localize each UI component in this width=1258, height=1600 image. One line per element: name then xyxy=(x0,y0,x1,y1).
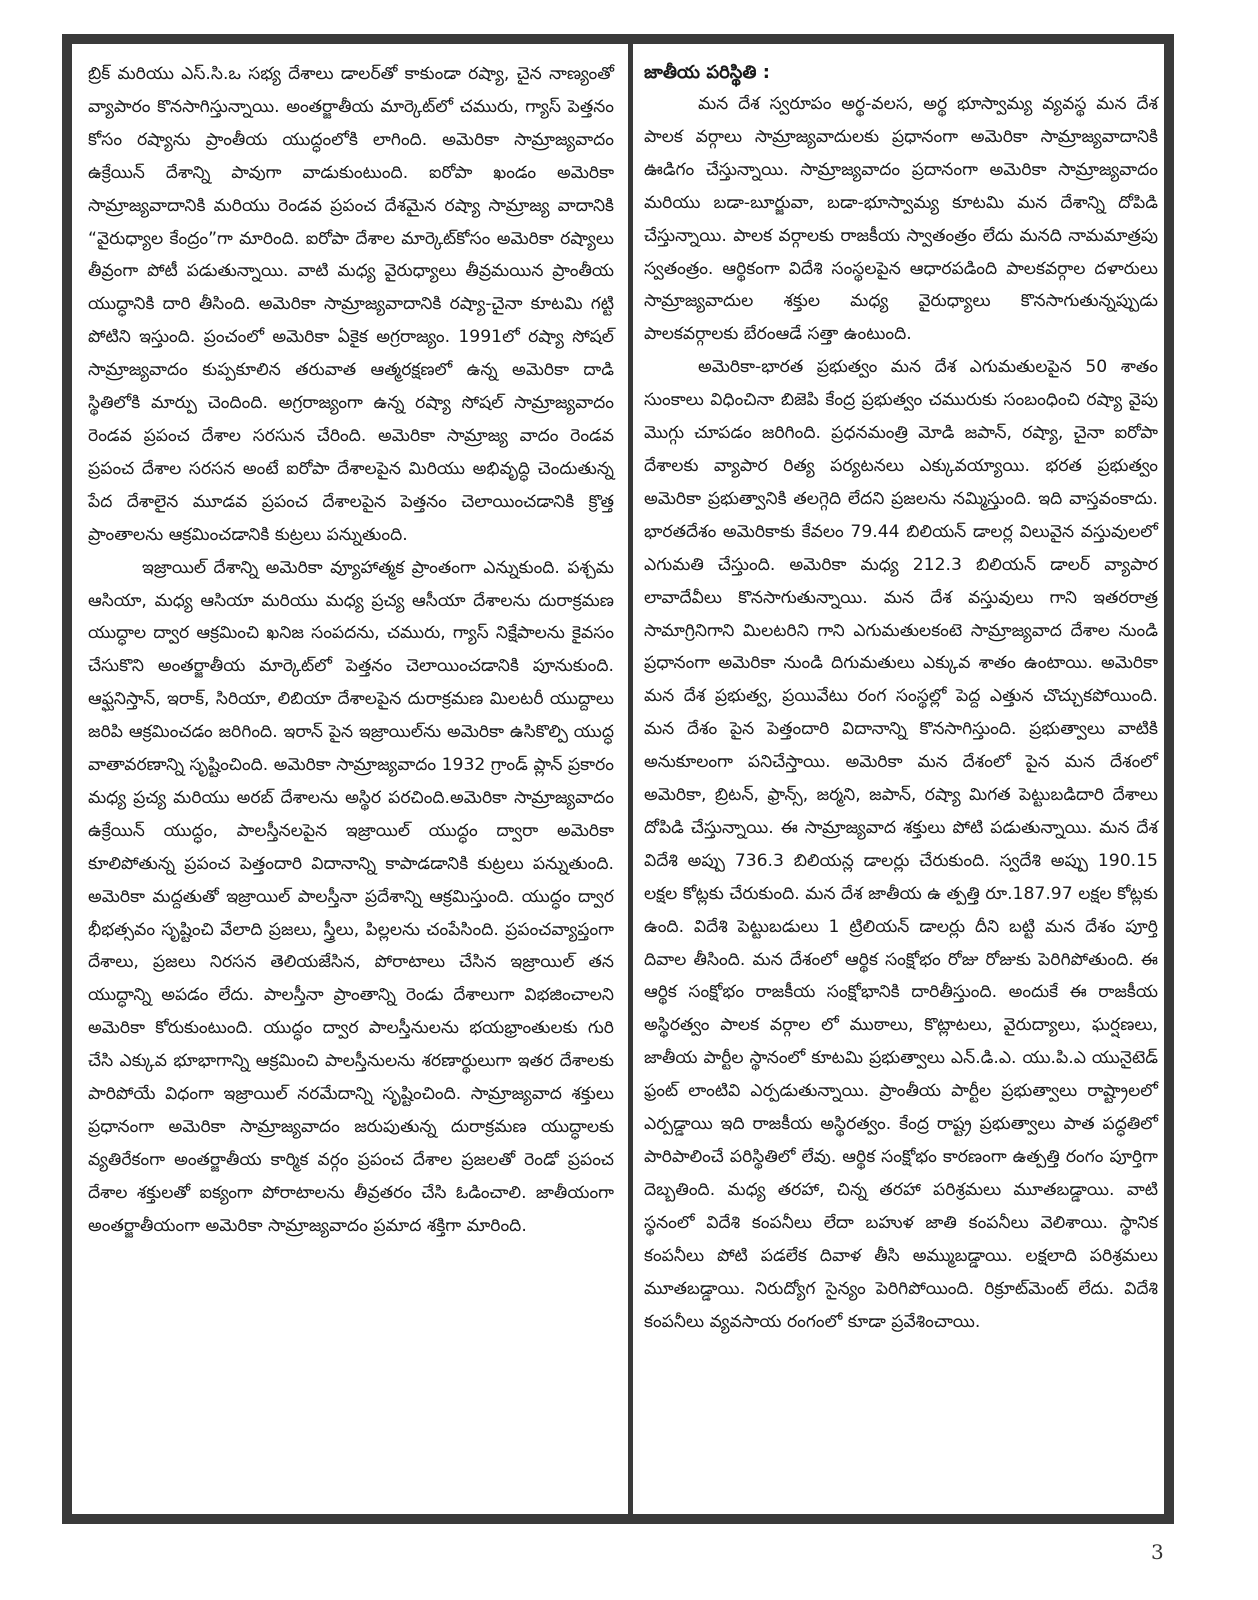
right-paragraph-1: మన దేశ స్వరూపం అర్థ-వలస, అర్థ భూస్వామ్య వ్యవస్థ మన దేశ పాలక వర్గాలు సామ్రాజ్యవాదులకు ప్రధానంగా అమెరికా సామ్రాజ్యవాదానికి ఊడిగం చేస్తున్నాయి. సామ్రాజ్యవాదం ప్రదానంగా అమెరికా సామ్రాజ్యవాదం మరియు బడా-బూర్జువా, బడా-భూస్వామ్య కూటమి మన దేశాన్ని దోపిడి చేస్తున్నాయి. పాలక వర్గాలకు రాజకీయ స్వాతంత్రం లేదు మనది నామమాత్రపు స్వతంత్రం. ఆర్థికంగా విదేశి సంస్థలపైన ఆధారపడింది పాలకవర్గాల దళారులు సామ్రాజ్యవాదుల శక్తుల మధ్య వైరుధ్యాలు కొనసాగుతున్నప్పుడు పాలకవర్గాలకు బేరంఆడే సత్తా ఉంటుంది. xyxy=(644,94,1158,345)
column-divider xyxy=(628,44,633,1514)
left-paragraph-1: బ్రిక్ మరియు ఎస్.సి.ఒ సభ్య దేశాలు డాలర్‌తో కాకుండా రష్యా, చైన నాణ్యంతో వ్యాపారం కొనసాగిస్తున్నాయి. అంతర్జాతీయ మార్కెట్‌లో చమురు, గ్యాస్ పెత్తనం కోసం రష్యాను ప్రాంతీయ యుద్ధంలోకి లాగింది. అమెరికా సామ్రాజ్యవాదం ఉక్రేయిన్ దేశాన్ని పావుగా వాడుకుంటుంది. ఐరోపా ఖండం అమెరికా సామ్రాజ్యవాదానికి మరియు రెండవ ప్రపంచ దేశమైన రష్యా సామ్రాజ్య వాదానికి “వైరుధ్యాల కేంద్రం”గా మారింది. ఐరోపా దేశాల మార్కెట్‌కోసం అమెరికా రష్యాలు తీవ్రంగా పోటీ పడుతున్నాయి. వాటి మధ్య వైరుధ్యాలు తీవ్రమయిన ప్రాంతీయ యుద్ధానికి దారి తీసింది. అమెరికా సామ్రాజ్యవాదానికి రష్యా-చైనా కూటమి గట్టి పోటిని ఇస్తుంది. ప్రంచంలో అమెరికా ఏకైక అగ్రరాజ్యం. 1991లో రష్యా సోషల్ సామ్రాజ్యవాదం కుప్పకూలిన తరువాత ఆత్మరక్షణలో ఉన్న అమెరికా దాడి స్థితిలోకి మార్పు చెందింది. అగ్రరాజ్యంగా ఉన్న రష్యా సోషల్ సామ్రాజ్యవాదం రెండవ ప్రపంచ దేశాల సరసున చేరింది. అమెరికా సామ్రాజ్య వాదం రెండవ ప్రపంచ దేశాల సరసన అంటే ఐరోపా దేశాలపైన మిరియు అభివృద్ధి చెందుతున్న పేద దేశాలైన మూడవ ప్రపంచ దేశాలపైన పెత్తనం చెలాయించడానికి క్రొత్త ప్రాంతాలను ఆక్రమించడానికి కుట్రలు పన్నుతుంది. xyxy=(88,64,614,545)
right-paragraph-2: అమెరికా-భారత ప్రభుత్వం మన దేశ ఎగుమతులపైన 50 శాతం సుంకాలు విధించినా బిజెపి కేంద్ర ప్రభుత్వం చమురుకు సంబంధించి రష్యా వైపు మొగ్గు చూపడం జరిగింది. ప్రధనమంత్రి మోడి జపాన్, రష్యా, చైనా ఐరోపా దేశాలకు వ్యాపార రిత్య పర్యటనలు ఎక్కువయ్యాయి. భరత ప్రభుత్వం అమెరికా ప్రభుత్వానికి తలగ్గెది లేదని ప్రజలను నమ్మిస్తుంది. ఇది వాస్తవంకాదు. భారతదేశం అమెరికాకు కేవలం 79.44 బిలియన్ డాలర్ల విలువైన వస్తువులలో ఎగుమతి చేస్తుంది. అమెరికా మధ్య 212.3 బిలియన్ డాలర్ వ్యాపార లావాదేవీలు కొనసాగుతున్నాయి. మన దేశ వస్తువులు గాని ఇతరరాత్ర సామాగ్రినిగాని మిలటరిని గాని ఎగుమతులకంటె సామ్రాజ్యవాద దేశాల నుండి ప్రధానంగా అమెరికా నుండి దిగుమతులు ఎక్కువ శాతం ఉంటాయి. అమెరికా మన దేశ ప్రభుత్వ, ప్రయివేటు రంగ సంస్థల్లో పెద్ద ఎత్తున చొచ్చుకపోయింది. మన దేశం పైన పెత్తందారి విదానాన్ని కొనసాగిస్తుంది. ప్రభుత్వాలు వాటికి అనుకూలంగా పనిచేస్తాయి. అమెరికా మన దేశంలో పైన మన దేశంలో అమెరికా, బ్రిటన్, ఫ్రాన్స్, జర్మని, జపాన్, రష్యా మిగత పెట్టుబడిదారి దేశాలు దోపిడి చేస్తున్నాయి. ఈ సామ్రాజ్యవాద శక్తులు పోటి పడుతున్నాయి. మన దేశ విదేశి అప్పు 736.3 బిలియన్ల డాలర్లు చేరుకుంది. స్వదేశి అప్పు 190.15 లక్షల కోట్లకు చేరుకుంది. మన దేశ జాతీయ ఉ త్పత్తి రూ.187.97 లక్షల కోట్లకు ఉంది. విదేశి పెట్టుబడులు 1 ట్రిలియన్ డాలర్లు దీని బట్టి మన దేశం పూర్తి దివాల తీసింది. మన దేశంలో ఆర్థిక సంక్షోభం రోజు రోజుకు పెరిగిపోతుంది. ఈ ఆర్థిక సంక్షోభం రాజకీయ సంక్షోభానికి దారితీస్తుంది. అందుకే ఈ రాజకీయ అస్థిరత్వం పాలక వర్గాల లో ముఠాలు, కొట్లాటలు, వైరుద్యాలు, ఘర్షణలు, జాతీయ పార్టీల స్థానంలో కూటమి ప్రభుత్వాలు ఎన్.డి.ఎ. యు.పి.ఎ యునైటెడ్ ఫ్రంట్ లాంటివి ఎర్పడుతున్నాయి. ప్రాంతీయ పార్టీల ప్రభుత్వాలు రాష్ట్రాలలో ఎర్పడ్డాయి ఇది రాజకీయ అస్థిరత్వం. కేంద్ర రాష్ట్ర ప్రభుత్వాలు పాత పద్ధతిలో పారిపాలించే పరిస్థితిలో లేవు. ఆర్థిక సంక్షోభం కారణంగా ఉత్పత్తి రంగం పూర్తిగా దెబ్బతింది. మధ్య తరహా, చిన్న తరహా పరిశ్రమలు మూతబడ్డాయి. వాటి స్థనంలో విదేశి కంపనీలు లేదా బహుళ జాతి కంపనీలు వెలిశాయి. స్థానిక కంపనీలు పోటి పడలేక దివాళ తీసి అమ్ముబడ్డాయి. లక్షలాది పరిశ్రమలు మూతబడ్డాయి. నిరుద్యోగ సైన్యం పెరిగిపోయింది. రిక్రూట్‌మెంట్ లేదు. విదేశి కంపనీలు వ్యవసాయ రంగంలో కూడా ప్రవేశించాయి. xyxy=(644,357,1158,1332)
right-column xyxy=(644,58,1158,1338)
left-paragraph-2: ఇజ్రాయిల్ దేశాన్ని అమెరికా వ్యూహాత్మక ప్రాంతంగా ఎన్నుకుంది. పశ్చమ ఆసియా, మధ్య ఆసియా మరియు మధ్య ప్రచ్య ఆసీయా దేశాలను దురాక్రమణ యుద్ధాల ద్వార ఆక్రమించి ఖనిజ సంపదను, చమురు, గ్యాస్ నిక్షేపాలను కైవసం చేసుకొని అంతర్జాతీయ మార్కెట్‌లో పెత్తనం చెలాయించడానికి పూనుకుంది. ఆఫ్ఘనిస్తాన్, ఇరాక్, సిరియా, లిబియా దేశాలపైన దురాక్రమణ మిలటరీ యుద్దాలు జరిపి ఆక్రమించడం జరిగింది. ఇరాన్ పైన ఇజ్రాయిల్‌ను అమెరికా ఉసికొల్పి యుద్ధ వాతావరణాన్ని సృష్టించింది. అమెరికా సామ్రాజ్యవాదం 1932 గ్రాండ్ ప్లాన్ ప్రకారం మధ్య ప్రచ్య మరియు అరబ్ దేశాలను అస్థిర పరచింది.అమెరికా సామ్రాజ్యవాదం ఉక్రేయిన్ యుద్ధం, పాలస్తీనలపైన ఇజ్రాయిల్ యుద్ధం ద్వారా అమెరికా కూలిపోతున్న ప్రపంచ పెత్తందారి విదానాన్ని కాపాడడానికి కుట్రలు పన్నుతుంది. అమెరికా మద్దతుతో ఇజ్రాయిల్ పాలస్తీనా ప్రదేశాన్ని ఆక్రమిస్తుంది. యుద్ధం ద్వార భీభత్సవం సృష్టించి వేలాది ప్రజలు, స్త్రీలు, పిల్లలను చంపేసింది. ప్రపంచవ్యాప్తంగా దేశాలు, ప్రజలు నిరసన తెలియజేసిన, పోరాటాలు చేసిన ఇజ్రాయిల్ తన యుద్ధాన్ని అపడం లేదు. పాలస్తీనా ప్రాంతాన్ని రెండు దేశాలుగా విభజించాలని అమెరికా కోరుకుంటుంది. యుద్ధం ద్వార పాలస్తీనులను భయభ్రాంతులకు గురి చేసి ఎక్కువ భూభాగాన్ని ఆక్రమించి పాలస్తీనులను శరణార్థులుగా ఇతర దేశాలకు పారిపోయే విధంగా ఇజ్రాయిల్ నరమేదాన్ని సృష్టించింది. సామ్రాజ్యవాద శక్తులు ప్రధానంగా అమెరికా సామ్రాజ్యవాదం జరుపుతున్న దురాక్రమణ యుద్ధాలకు వ్యతిరేకంగా అంతర్జాతీయ కార్మిక వర్గం ప్రపంచ దేశాల ప్రజలతో రెండో ప్రపంచ దేశాల శక్తులతో ఐక్యంగా పోరాటాలను తీవ్రతరం చేసి ఓడించాలి. జాతీయంగా అంతర్జాతీయంగా అమెరికా సామ్రాజ్యవాదం ప్రమాద శక్తిగా మారింది. xyxy=(88,557,614,1236)
left-column xyxy=(88,58,614,1243)
page-number: 3 xyxy=(1151,1540,1164,1564)
page-frame xyxy=(62,34,1174,1524)
section-heading: జాతీయ పరిస్థితి : xyxy=(644,62,770,83)
